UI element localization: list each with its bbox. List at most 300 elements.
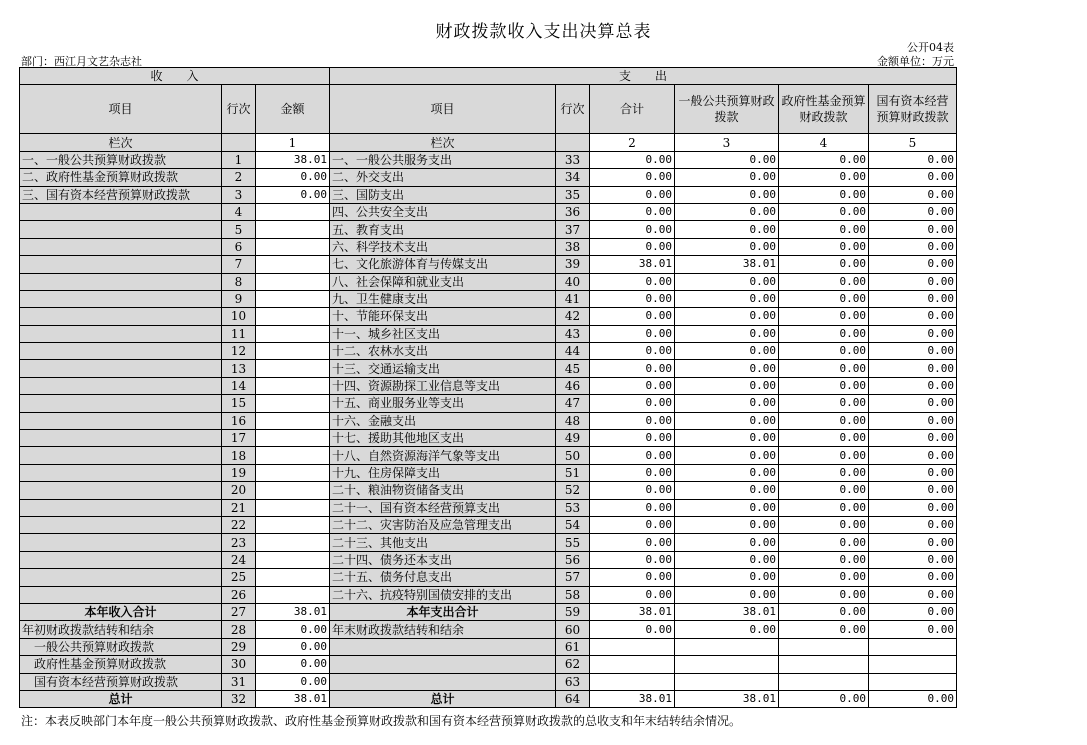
table-row — [20, 308, 957, 325]
income-line-no: 11 — [222, 325, 256, 342]
expense-state-capital: 0.00 — [869, 273, 957, 290]
expense-state-capital: 0.00 — [869, 534, 957, 551]
income-line-no: 7 — [222, 256, 256, 273]
expense-gov-fund: 0.00 — [779, 482, 869, 499]
col-number-3: 3 — [675, 134, 779, 151]
table-row — [20, 273, 957, 290]
income-amount — [256, 534, 330, 551]
expense-state-capital: 0.00 — [869, 151, 957, 168]
expense-item: 五、教育支出 — [330, 221, 556, 238]
income-amount — [256, 430, 330, 447]
expense-state-capital: 0.00 — [869, 516, 957, 533]
expense-line-no: 40 — [556, 273, 590, 290]
department-label: 部门：西江月文艺杂志社 — [21, 55, 142, 68]
sub-gov-fund-amount: 0.00 — [256, 656, 330, 673]
expense-gov-fund: 0.00 — [779, 273, 869, 290]
expense-state-capital: 0.00 — [869, 221, 957, 238]
income-amount — [256, 273, 330, 290]
expense-line-no: 35 — [556, 186, 590, 203]
expense-item: 十二、农林水支出 — [330, 343, 556, 360]
income-amount — [256, 412, 330, 429]
income-amount — [256, 586, 330, 603]
grand-total-expense-general: 38.01 — [675, 690, 779, 707]
income-line-no: 25 — [222, 569, 256, 586]
income-amount — [256, 447, 330, 464]
income-item — [20, 377, 222, 394]
expense-total: 0.00 — [590, 499, 675, 516]
table-row — [20, 516, 957, 533]
header-income-item: 项目 — [20, 85, 222, 134]
expense-gov-fund: 0.00 — [779, 534, 869, 551]
grand-total-expense-total: 38.01 — [590, 690, 675, 707]
table-row — [20, 221, 957, 238]
expense-line-no: 41 — [556, 290, 590, 307]
expense-line-no: 39 — [556, 256, 590, 273]
expense-general-budget: 0.00 — [675, 482, 779, 499]
expense-total: 0.00 — [590, 482, 675, 499]
expense-gov-fund: 0.00 — [779, 499, 869, 516]
expense-gov-fund: 0.00 — [779, 221, 869, 238]
income-item: 二、政府性基金预算财政拨款 — [20, 169, 222, 186]
table-row — [20, 464, 957, 481]
begin-balance-label: 年初财政拨款结转和结余 — [20, 621, 222, 638]
expense-line-no: 44 — [556, 343, 590, 360]
expense-state-capital: 0.00 — [869, 430, 957, 447]
table-row — [20, 343, 957, 360]
expense-gov-fund: 0.00 — [779, 308, 869, 325]
expense-total: 0.00 — [590, 203, 675, 220]
expense-general-budget: 0.00 — [675, 586, 779, 603]
col-label-expense: 栏次 — [330, 134, 556, 151]
expense-general-budget: 0.00 — [675, 516, 779, 533]
income-amount — [256, 551, 330, 568]
table-row — [20, 360, 957, 377]
expense-item: 十一、城乡社区支出 — [330, 325, 556, 342]
unit-label: 金额单位：万元 — [877, 55, 954, 68]
income-item: 三、国有资本经营预算财政拨款 — [20, 186, 222, 203]
income-amount — [256, 256, 330, 273]
expense-gov-fund: 0.00 — [779, 516, 869, 533]
table-row — [20, 395, 957, 412]
expense-item: 二、外交支出 — [330, 169, 556, 186]
expense-total: 0.00 — [590, 412, 675, 429]
expense-section-header: 支 出 — [330, 68, 957, 85]
income-item — [20, 308, 222, 325]
expense-general-budget: 0.00 — [675, 325, 779, 342]
expense-state-capital: 0.00 — [869, 290, 957, 307]
budget-table — [19, 67, 957, 708]
expense-total: 0.00 — [590, 586, 675, 603]
income-item — [20, 412, 222, 429]
expense-gov-fund: 0.00 — [779, 343, 869, 360]
header-general-budget: 一般公共预算财政拨款 — [675, 85, 779, 134]
expense-total: 0.00 — [590, 516, 675, 533]
expense-general-budget: 0.00 — [675, 238, 779, 255]
header-expense-item: 项目 — [330, 85, 556, 134]
year-income-amount: 38.01 — [256, 603, 330, 620]
table-row — [20, 586, 957, 603]
table-row — [20, 256, 957, 273]
income-line-no: 1 — [222, 151, 256, 168]
expense-gov-fund: 0.00 — [779, 569, 869, 586]
income-item — [20, 482, 222, 499]
income-amount — [256, 377, 330, 394]
expense-item: 七、文化旅游体育与传媒支出 — [330, 256, 556, 273]
expense-gov-fund: 0.00 — [779, 256, 869, 273]
table-row — [20, 482, 957, 499]
income-line-no: 17 — [222, 430, 256, 447]
table-row — [20, 325, 957, 342]
expense-gov-fund: 0.00 — [779, 464, 869, 481]
expense-general-budget: 0.00 — [675, 169, 779, 186]
income-line-no: 22 — [222, 516, 256, 533]
income-section-header: 收 入 — [20, 68, 330, 85]
income-item — [20, 499, 222, 516]
table-row — [20, 447, 957, 464]
expense-item: 四、公共安全支出 — [330, 203, 556, 220]
expense-state-capital: 0.00 — [869, 308, 957, 325]
table-row — [20, 412, 957, 429]
header-total: 合计 — [590, 85, 675, 134]
expense-gov-fund: 0.00 — [779, 395, 869, 412]
expense-item: 十九、住房保障支出 — [330, 464, 556, 481]
income-item — [20, 569, 222, 586]
form-number: 公开04表 — [907, 41, 954, 54]
expense-total: 0.00 — [590, 308, 675, 325]
sub-state-capital-label: 国有资本经营预算财政拨款 — [20, 673, 222, 690]
expense-line-no: 58 — [556, 586, 590, 603]
income-line-no: 15 — [222, 395, 256, 412]
header-gov-fund: 政府性基金预算财政拨款 — [779, 85, 869, 134]
income-line-no: 2 — [222, 169, 256, 186]
income-line-no: 23 — [222, 534, 256, 551]
expense-item: 十五、商业服务业等支出 — [330, 395, 556, 412]
expense-general-budget: 0.00 — [675, 395, 779, 412]
expense-total: 0.00 — [590, 238, 675, 255]
sub-general-no: 29 — [222, 638, 256, 655]
expense-state-capital: 0.00 — [869, 464, 957, 481]
expense-total: 0.00 — [590, 360, 675, 377]
expense-line-no: 55 — [556, 534, 590, 551]
expense-general-budget: 0.00 — [675, 551, 779, 568]
income-item: 一、一般公共预算财政拨款 — [20, 151, 222, 168]
income-line-no: 26 — [222, 586, 256, 603]
expense-total: 0.00 — [590, 569, 675, 586]
expense-line-no: 48 — [556, 412, 590, 429]
expense-state-capital: 0.00 — [869, 482, 957, 499]
expense-state-capital: 0.00 — [869, 186, 957, 203]
expense-total: 0.00 — [590, 377, 675, 394]
expense-item: 二十四、债务还本支出 — [330, 551, 556, 568]
expense-line-no: 54 — [556, 516, 590, 533]
expense-general-budget: 0.00 — [675, 569, 779, 586]
col-number-4: 4 — [779, 134, 869, 151]
year-expense-state-capital: 0.00 — [869, 603, 957, 620]
income-amount: 0.00 — [256, 186, 330, 203]
income-item — [20, 256, 222, 273]
income-amount — [256, 499, 330, 516]
expense-item: 一、一般公共服务支出 — [330, 151, 556, 168]
income-amount — [256, 360, 330, 377]
income-line-no: 24 — [222, 551, 256, 568]
grand-total-expense-no: 64 — [556, 690, 590, 707]
income-line-no: 9 — [222, 290, 256, 307]
income-line-no: 18 — [222, 447, 256, 464]
year-expense-general: 38.01 — [675, 603, 779, 620]
begin-balance-amount: 0.00 — [256, 621, 330, 638]
expense-item: 十、节能环保支出 — [330, 308, 556, 325]
expense-general-budget: 0.00 — [675, 151, 779, 168]
expense-total: 0.00 — [590, 325, 675, 342]
expense-item: 十三、交通运输支出 — [330, 360, 556, 377]
expense-gov-fund: 0.00 — [779, 447, 869, 464]
table-row — [20, 151, 957, 168]
expense-line-no: 49 — [556, 430, 590, 447]
expense-line-no: 42 — [556, 308, 590, 325]
expense-gov-fund: 0.00 — [779, 412, 869, 429]
expense-total: 0.00 — [590, 430, 675, 447]
table-row — [20, 377, 957, 394]
income-line-no: 14 — [222, 377, 256, 394]
table-row — [20, 430, 957, 447]
expense-gov-fund: 0.00 — [779, 360, 869, 377]
income-item — [20, 360, 222, 377]
grand-total-income-label: 总计 — [20, 690, 222, 707]
expense-line-no: 52 — [556, 482, 590, 499]
expense-gov-fund: 0.00 — [779, 586, 869, 603]
income-line-no: 3 — [222, 186, 256, 203]
income-item — [20, 203, 222, 220]
expense-item: 二十五、债务付息支出 — [330, 569, 556, 586]
expense-total: 0.00 — [590, 273, 675, 290]
income-amount — [256, 221, 330, 238]
income-line-no: 6 — [222, 238, 256, 255]
expense-line-no: 43 — [556, 325, 590, 342]
expense-gov-fund: 0.00 — [779, 325, 869, 342]
expense-line-no: 50 — [556, 447, 590, 464]
expense-item: 二十、粮油物资储备支出 — [330, 482, 556, 499]
expense-item: 二十六、抗疫特别国债安排的支出 — [330, 586, 556, 603]
expense-line-no: 38 — [556, 238, 590, 255]
income-amount — [256, 290, 330, 307]
expense-general-budget: 0.00 — [675, 360, 779, 377]
grand-total-income-amount: 38.01 — [256, 690, 330, 707]
income-item — [20, 534, 222, 551]
sub-general-label: 一般公共预算财政拨款 — [20, 638, 222, 655]
sub-general-amount: 0.00 — [256, 638, 330, 655]
grand-total-expense-state-capital: 0.00 — [869, 690, 957, 707]
expense-gov-fund: 0.00 — [779, 169, 869, 186]
expense-state-capital: 0.00 — [869, 256, 957, 273]
table-row — [20, 290, 957, 307]
expense-general-budget: 0.00 — [675, 273, 779, 290]
col-label-income: 栏次 — [20, 134, 222, 151]
table-row — [20, 169, 957, 186]
table-row — [20, 534, 957, 551]
income-line-no: 13 — [222, 360, 256, 377]
expense-state-capital: 0.00 — [869, 395, 957, 412]
expense-total: 0.00 — [590, 551, 675, 568]
col-number-1: 1 — [256, 134, 330, 151]
income-amount — [256, 464, 330, 481]
table-row — [20, 186, 957, 203]
income-amount: 38.01 — [256, 151, 330, 168]
income-amount: 0.00 — [256, 169, 330, 186]
income-amount — [256, 325, 330, 342]
end-balance-no: 60 — [556, 621, 590, 638]
income-line-no: 16 — [222, 412, 256, 429]
expense-line-no: 57 — [556, 569, 590, 586]
expense-total: 0.00 — [590, 534, 675, 551]
page-title: 财政拨款收入支出决算总表 — [435, 22, 652, 42]
expense-state-capital: 0.00 — [869, 551, 957, 568]
header-income-line-no: 行次 — [222, 85, 256, 134]
year-income-label: 本年收入合计 — [20, 603, 222, 620]
col-number-2: 2 — [590, 134, 675, 151]
expense-total: 0.00 — [590, 395, 675, 412]
expense-gov-fund: 0.00 — [779, 238, 869, 255]
expense-general-budget: 0.00 — [675, 534, 779, 551]
expense-general-budget: 0.00 — [675, 308, 779, 325]
grand-total-expense-label: 总计 — [330, 690, 556, 707]
income-line-no: 21 — [222, 499, 256, 516]
income-line-no: 10 — [222, 308, 256, 325]
sub-state-capital-expense-no: 63 — [556, 673, 590, 690]
expense-line-no: 46 — [556, 377, 590, 394]
income-amount — [256, 395, 330, 412]
expense-general-budget: 0.00 — [675, 430, 779, 447]
sub-gov-fund-label: 政府性基金预算财政拨款 — [20, 656, 222, 673]
income-line-no: 20 — [222, 482, 256, 499]
income-item — [20, 464, 222, 481]
income-item — [20, 273, 222, 290]
expense-general-budget: 0.00 — [675, 447, 779, 464]
expense-line-no: 36 — [556, 203, 590, 220]
income-amount — [256, 343, 330, 360]
expense-state-capital: 0.00 — [869, 447, 957, 464]
expense-gov-fund: 0.00 — [779, 203, 869, 220]
expense-general-budget: 0.00 — [675, 377, 779, 394]
income-item — [20, 221, 222, 238]
income-item — [20, 395, 222, 412]
end-balance-total: 0.00 — [590, 621, 675, 638]
expense-gov-fund: 0.00 — [779, 186, 869, 203]
expense-item: 八、社会保障和就业支出 — [330, 273, 556, 290]
year-expense-total: 38.01 — [590, 603, 675, 620]
year-expense-no: 59 — [556, 603, 590, 620]
expense-item: 二十一、国有资本经营预算支出 — [330, 499, 556, 516]
table-row — [20, 238, 957, 255]
expense-gov-fund: 0.00 — [779, 551, 869, 568]
expense-general-budget: 0.00 — [675, 290, 779, 307]
income-item — [20, 238, 222, 255]
header-state-capital: 国有资本经营预算财政拨款 — [869, 85, 957, 134]
year-expense-label: 本年支出合计 — [330, 603, 556, 620]
expense-total: 0.00 — [590, 447, 675, 464]
expense-line-no: 37 — [556, 221, 590, 238]
expense-total: 0.00 — [590, 464, 675, 481]
income-item — [20, 325, 222, 342]
income-item — [20, 516, 222, 533]
income-line-no: 8 — [222, 273, 256, 290]
income-line-no: 4 — [222, 203, 256, 220]
expense-item: 十六、金融支出 — [330, 412, 556, 429]
expense-total: 0.00 — [590, 343, 675, 360]
income-line-no: 12 — [222, 343, 256, 360]
expense-total: 0.00 — [590, 290, 675, 307]
table-row — [20, 499, 957, 516]
end-balance-state-capital: 0.00 — [869, 621, 957, 638]
end-balance-label: 年末财政拨款结转和结余 — [330, 621, 556, 638]
expense-line-no: 53 — [556, 499, 590, 516]
expense-total: 0.00 — [590, 151, 675, 168]
sub-general-expense-no: 61 — [556, 638, 590, 655]
expense-line-no: 33 — [556, 151, 590, 168]
expense-state-capital: 0.00 — [869, 325, 957, 342]
expense-line-no: 56 — [556, 551, 590, 568]
end-balance-gov-fund: 0.00 — [779, 621, 869, 638]
expense-general-budget: 0.00 — [675, 203, 779, 220]
expense-item: 十八、自然资源海洋气象等支出 — [330, 447, 556, 464]
expense-total: 0.00 — [590, 221, 675, 238]
table-row — [20, 569, 957, 586]
begin-balance-no: 28 — [222, 621, 256, 638]
expense-gov-fund: 0.00 — [779, 377, 869, 394]
expense-total: 0.00 — [590, 169, 675, 186]
col-number-5: 5 — [869, 134, 957, 151]
income-item — [20, 447, 222, 464]
year-expense-gov-fund: 0.00 — [779, 603, 869, 620]
expense-item: 十七、援助其他地区支出 — [330, 430, 556, 447]
expense-line-no: 51 — [556, 464, 590, 481]
expense-state-capital: 0.00 — [869, 360, 957, 377]
income-amount — [256, 203, 330, 220]
sub-state-capital-no: 31 — [222, 673, 256, 690]
expense-general-budget: 0.00 — [675, 221, 779, 238]
income-amount — [256, 569, 330, 586]
income-amount — [256, 238, 330, 255]
expense-line-no: 34 — [556, 169, 590, 186]
income-item — [20, 430, 222, 447]
expense-total: 38.01 — [590, 256, 675, 273]
year-income-no: 27 — [222, 603, 256, 620]
expense-item: 三、国防支出 — [330, 186, 556, 203]
sub-gov-fund-no: 30 — [222, 656, 256, 673]
expense-gov-fund: 0.00 — [779, 290, 869, 307]
income-amount — [256, 516, 330, 533]
expense-item: 二十三、其他支出 — [330, 534, 556, 551]
expense-total: 0.00 — [590, 186, 675, 203]
expense-state-capital: 0.00 — [869, 343, 957, 360]
expense-state-capital: 0.00 — [869, 238, 957, 255]
grand-total-income-no: 32 — [222, 690, 256, 707]
income-item — [20, 290, 222, 307]
sub-state-capital-amount: 0.00 — [256, 673, 330, 690]
income-item — [20, 343, 222, 360]
expense-general-budget: 0.00 — [675, 186, 779, 203]
table-row — [20, 203, 957, 220]
expense-state-capital: 0.00 — [869, 569, 957, 586]
income-item — [20, 551, 222, 568]
expense-item: 十四、资源勘探工业信息等支出 — [330, 377, 556, 394]
income-item — [20, 586, 222, 603]
expense-state-capital: 0.00 — [869, 203, 957, 220]
expense-gov-fund: 0.00 — [779, 151, 869, 168]
expense-general-budget: 38.01 — [675, 256, 779, 273]
grand-total-expense-gov-fund: 0.00 — [779, 690, 869, 707]
expense-general-budget: 0.00 — [675, 499, 779, 516]
expense-item: 六、科学技术支出 — [330, 238, 556, 255]
